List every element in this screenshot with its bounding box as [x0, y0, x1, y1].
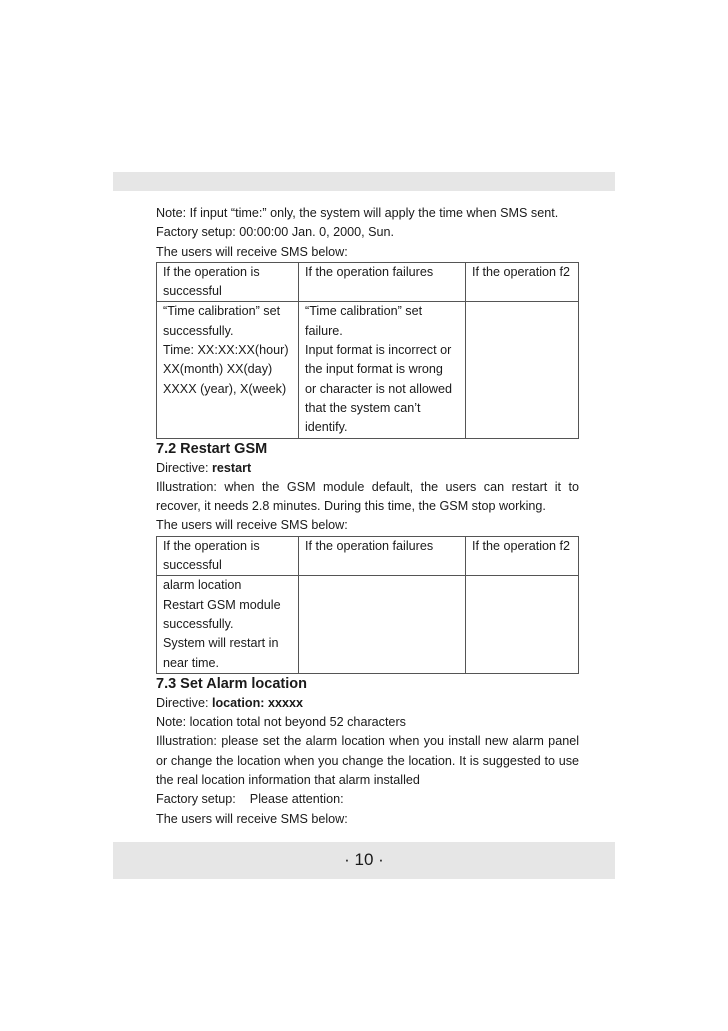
cell-line: Restart GSM module: [163, 597, 281, 612]
sms-table-time: [156, 262, 579, 439]
cell-line: alarm location: [163, 578, 242, 593]
cell-line: “Time calibration” set: [305, 304, 423, 319]
heading-set-alarm-location: 7.3 Set Alarm location: [156, 675, 307, 692]
cell-line: near time.: [163, 655, 219, 670]
table-row: [157, 576, 579, 673]
directive-location: [156, 694, 579, 713]
note-time: Note: If input “time:” only, the system will apply the time when SMS sent.: [156, 206, 559, 220]
directive-restart: [156, 459, 579, 478]
page-number: · 10 ·: [344, 850, 384, 869]
table-cell-f2: [466, 302, 579, 438]
table-header-cell: If the operation f2: [466, 262, 579, 302]
cell-line: failure.: [305, 323, 343, 338]
illustration-location: Illustration: please set the alarm location when you install new alarm panel or change the location when you change the location. It is suggested to use the real location information that alarm installed: [156, 734, 579, 788]
table-header-cell: If the operation is successful: [157, 262, 299, 302]
cell-line: “Time calibration” set: [163, 304, 281, 319]
table-cell-failure: [299, 576, 466, 673]
table-header-cell: If the operation failures: [299, 262, 466, 302]
cell-line: successfully.: [163, 616, 234, 631]
page-content: [156, 204, 579, 829]
cell-line: that the system can’t: [305, 400, 421, 415]
table-header-cell: If the operation failures: [299, 536, 466, 576]
table-header-cell: If the operation f2: [466, 536, 579, 576]
cell-line: the input format is wrong: [305, 362, 443, 377]
table-cell-success: [157, 576, 299, 673]
illustration-restart: Illustration: when the GSM module default, the users can restart it to recover, it needs 2.8 minutes. During this time, the GSM stop working.: [156, 479, 579, 514]
cell-line: Input format is incorrect or: [305, 343, 452, 358]
table-cell-f2: [466, 576, 579, 673]
factory-setup-location: Factory setup: Please attention:: [156, 792, 344, 807]
note-location: Note: location total not beyond 52 characters: [156, 715, 406, 730]
cell-line: System will restart in: [163, 636, 279, 651]
receive-sms-2: The users will receive SMS below:: [156, 518, 348, 533]
cell-line: Time: XX:XX:XX(hour): [163, 343, 289, 358]
cell-line: XXXX (year), X(week): [163, 381, 287, 396]
table-row: [157, 302, 579, 438]
receive-sms-1: The users will receive SMS below:: [156, 244, 348, 259]
table-header-row: [157, 536, 579, 576]
receive-sms-3: The users will receive SMS below:: [156, 811, 348, 826]
directive-label: Directive:: [156, 460, 212, 475]
cell-line: successfully.: [163, 323, 234, 338]
directive-label: Directive:: [156, 695, 212, 710]
directive-value: location: xxxxx: [211, 695, 303, 710]
table-header-row: [157, 262, 579, 302]
directive-value: restart: [211, 460, 252, 475]
table-header-cell: If the operation is successful: [157, 536, 299, 576]
table-cell-failure: [299, 302, 466, 438]
heading-restart-gsm: 7.2 Restart GSM: [156, 440, 268, 457]
cell-line: XX(month) XX(day): [163, 362, 273, 377]
factory-setup-time: Factory setup: 00:00:00 Jan. 0, 2000, Sun.: [156, 225, 395, 240]
sms-table-restart: [156, 536, 579, 674]
cell-line: or character is not allowed: [305, 381, 452, 396]
table-cell-success: [157, 302, 299, 438]
cell-line: identify.: [305, 420, 348, 435]
header-band: [113, 172, 615, 191]
